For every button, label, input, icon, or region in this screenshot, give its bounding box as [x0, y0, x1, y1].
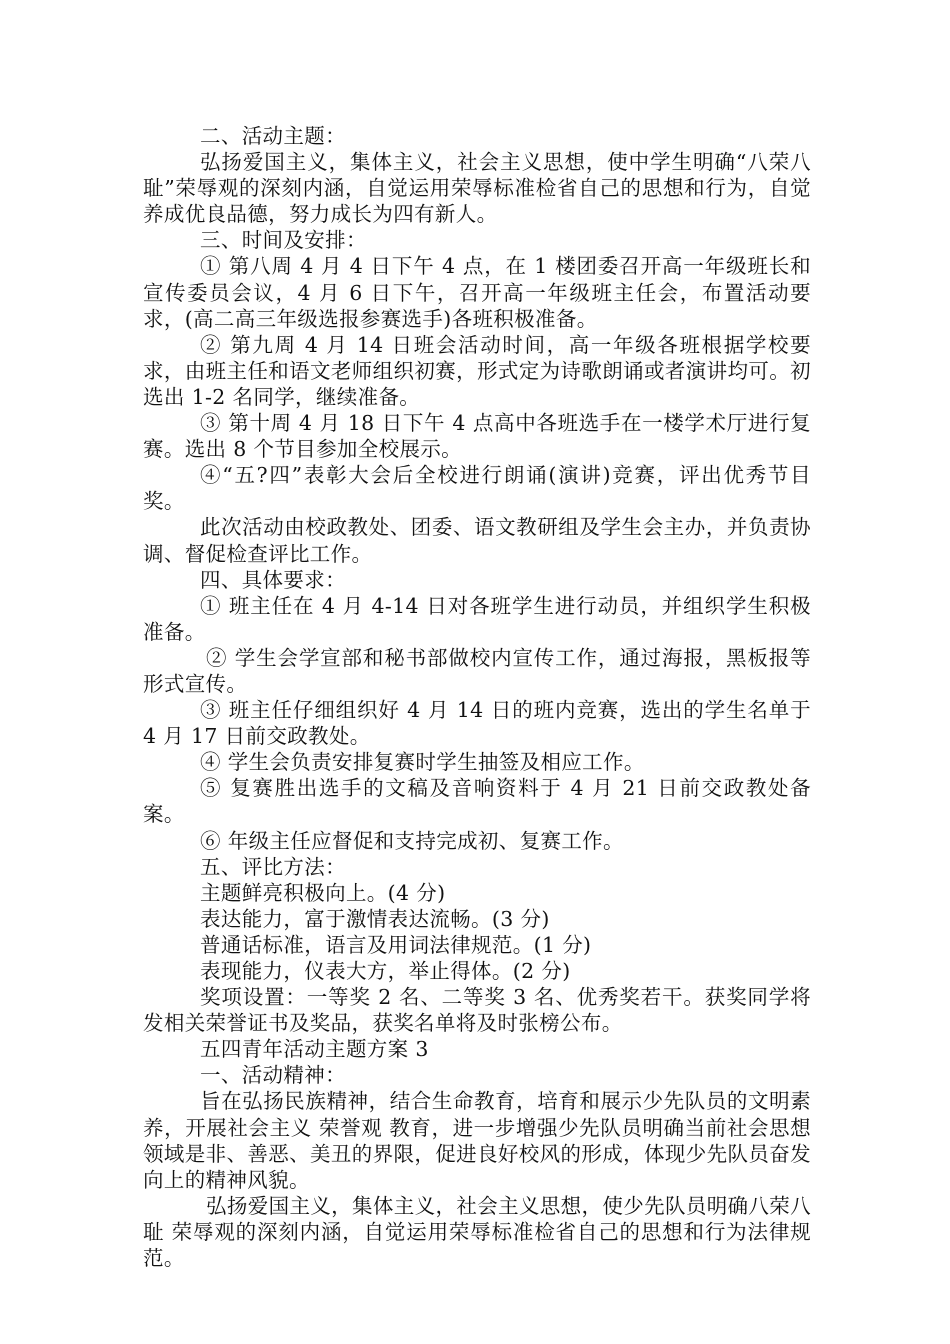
requirement-item-5: ⑤ 复赛胜出选手的文稿及音响资料于 4 月 21 日前交政教处备案。	[143, 776, 811, 827]
section-heading-theme: 二、活动主题：	[200, 124, 346, 148]
paragraph-organizers: 此次活动由校政教处、团委、语文教研组及学生会主办，并负责协调、督促检查评比工作。	[143, 515, 811, 566]
schedule-item-1: ① 第八周 4 月 4 日下午 4 点，在 1 楼团委召开高一年级班长和宣传委员会议，4 月 6 日下午，召开高一年级班主任会，布置活动要求，(高二高三年级选报参赛选手)各班积极准备。	[143, 254, 811, 331]
schedule-item-3: ③ 第十周 4 月 18 日下午 4 点高中各班选手在一楼学术厅进行复赛。选出 8 个节目参加全校展示。	[143, 411, 811, 462]
evaluation-criterion-4: 表现能力，仪表大方，举止得体。(2 分)	[200, 959, 571, 983]
section-heading-spirit: 一、活动精神：	[200, 1063, 346, 1088]
paragraph-spirit: 旨在弘扬民族精神，结合生命教育，培育和展示少先队员的文明素养，开展社会主义 荣誉观 教育，进一步增强少先队员明确当前社会思想领域是非、善恶、美丑的界限，促进良好校风的形成，体现少先队员奋发向上的精神风貌。	[143, 1089, 811, 1192]
requirement-item-2: ② 学生会学宣部和秘书部做校内宣传工作，通过海报，黑板报等形式宣传。	[143, 645, 811, 696]
evaluation-criterion-2: 表达能力，富于激情表达流畅。(3 分)	[200, 906, 550, 931]
requirement-item-4: ④ 学生会负责安排复赛时学生抽签及相应工作。	[200, 750, 645, 775]
evaluation-criterion-3: 普通话标准，语言及用词法律规范。(1 分)	[200, 932, 592, 957]
section-heading-schedule: 三、时间及安排：	[200, 228, 367, 253]
plan-title-3: 五四青年活动主题方案 3	[200, 1037, 429, 1062]
document-body	[143, 123, 811, 1271]
section-heading-evaluation: 五、评比方法：	[200, 854, 346, 879]
requirement-item-3: ③ 班主任仔细组织好 4 月 14 日的班内竞赛，选出的学生名单于 4 月 17 日前交政教处。	[143, 698, 811, 749]
evaluation-criterion-1: 主题鲜亮积极向上。(4 分)	[200, 880, 446, 905]
paragraph-patriotism: 弘扬爱国主义，集体主义，社会主义思想，使少先队员明确八荣八耻 荣辱观的深刻内涵，自觉运用荣辱标准检省自己的思想和行为法律规范。	[143, 1193, 811, 1271]
paragraph-theme: 弘扬爱国主义，集体主义，社会主义思想，使中学生明确“八荣八耻”荣辱观的深刻内涵，自觉运用荣辱标准检省自己的思想和行为，自觉养成优良品德，努力成长为四有新人。	[143, 150, 811, 227]
requirement-item-6: ⑥ 年级主任应督促和支持完成初、复赛工作。	[200, 828, 624, 853]
schedule-item-4: ④“五?四”表彰大会后全校进行朗诵(演讲)竞赛，评出优秀节目奖。	[143, 463, 811, 514]
section-heading-requirements: 四、具体要求：	[200, 567, 346, 592]
paragraph-awards: 奖项设置：一等奖 2 名、二等奖 3 名、优秀奖若干。获奖同学将发相关荣誉证书及奖品，获奖名单将及时张榜公布。	[143, 985, 811, 1036]
requirement-item-1: ① 班主任在 4 月 4-14 日对各班学生进行动员，并组织学生积极准备。	[143, 593, 811, 644]
schedule-item-2: ② 第九周 4 月 14 日班会活动时间，高一年级各班根据学校要求，由班主任和语文老师组织初赛，形式定为诗歌朗诵或者演讲均可。初选出 1-2 名同学，继续准备。	[143, 332, 811, 409]
